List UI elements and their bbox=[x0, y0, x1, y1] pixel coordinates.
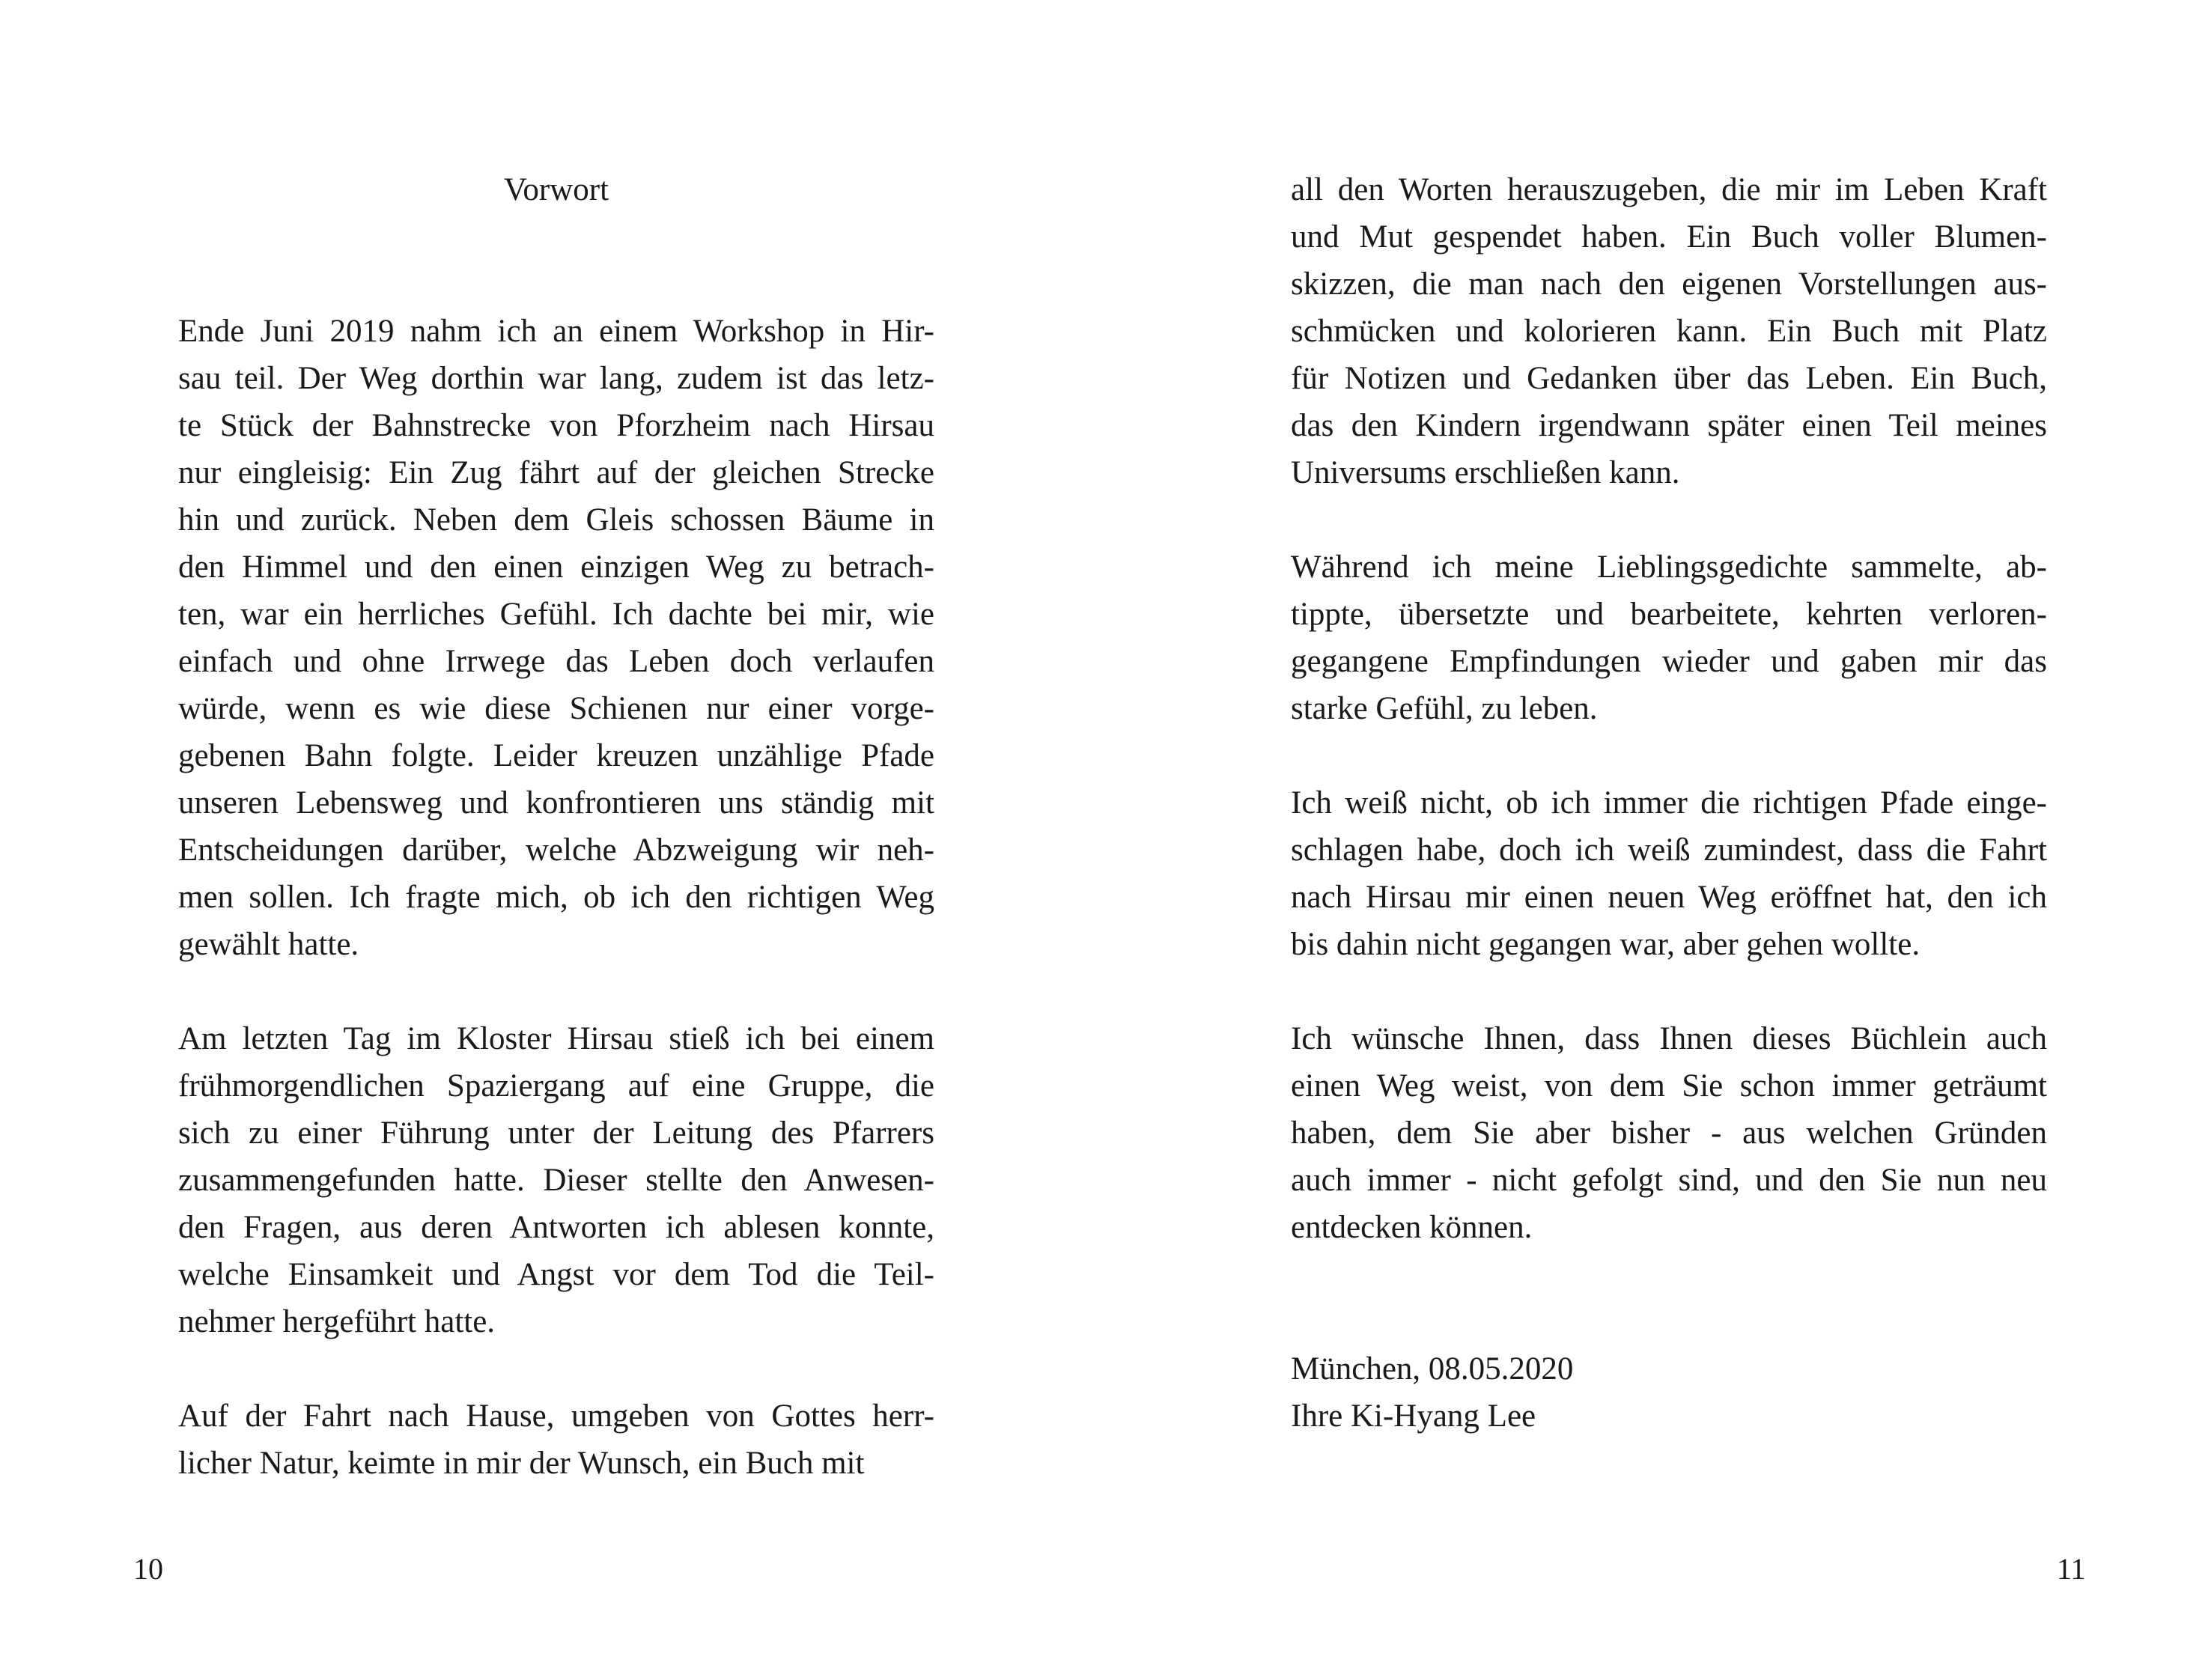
text-line: nach Hirsau mir einen neuen Weg eröffnet hat, den ich bbox=[1291, 880, 2047, 915]
text-line: haben, dem Sie aber bisher - aus welchen Gründen bbox=[1291, 1116, 2047, 1151]
paragraph bbox=[1291, 544, 2047, 732]
text-line: zusammengefunden hatte. Dieser stellte den Anwesen- bbox=[178, 1163, 934, 1198]
paragraph bbox=[178, 1015, 934, 1345]
text-line: Auf der Fahrt nach Hause, umgeben von Gottes herr- bbox=[178, 1399, 934, 1434]
text-line: tippte, übersetzte und bearbeitete, kehrten verloren- bbox=[1291, 597, 2047, 632]
text-line: auch immer - nicht gefolgt sind, und den Sie nun neu bbox=[1291, 1163, 2047, 1198]
signature-block bbox=[1291, 1345, 2047, 1440]
paragraph bbox=[1291, 166, 2047, 496]
signature-place-date: München, 08.05.2020 bbox=[1291, 1351, 1574, 1387]
text-line: für Notizen und Gedanken über das Leben. Ein Buch, bbox=[1291, 361, 2047, 396]
text-line: einen Weg weist, von dem Sie schon immer geträumt bbox=[1291, 1068, 2047, 1104]
page-title: Vorwort bbox=[503, 172, 609, 207]
paragraph bbox=[178, 1393, 934, 1487]
text-line: Universums erschließen kann. bbox=[1291, 455, 1680, 490]
text-line: bis dahin nicht gegangen war, aber gehen wollte. bbox=[1291, 927, 1920, 962]
text-line: den Himmel und den einen einzigen Weg zu betrach- bbox=[178, 550, 934, 585]
text-line: das den Kindern irgendwann später einen Teil meines bbox=[1291, 408, 2047, 443]
text-line: ten, war ein herrliches Gefühl. Ich dachte bei mir, wie bbox=[178, 597, 934, 632]
left-page bbox=[0, 0, 1105, 1680]
text-line: frühmorgendlichen Spaziergang auf eine Gruppe, die bbox=[178, 1068, 934, 1104]
text-line: einfach und ohne Irrwege das Leben doch verlaufen bbox=[178, 644, 934, 679]
text-line: Während ich meine Lieblingsgedichte sammelte, ab- bbox=[1291, 550, 2047, 585]
page-number-left: 10 bbox=[133, 1552, 163, 1586]
text-line: nur eingleisig: Ein Zug fährt auf der gleichen Strecke bbox=[178, 455, 934, 490]
left-page-body bbox=[178, 308, 934, 1487]
text-line: all den Worten herauszugeben, die mir im Leben Kraft bbox=[1291, 172, 2047, 207]
text-line: Ich wünsche Ihnen, dass Ihnen dieses Büchlein auch bbox=[1291, 1021, 2047, 1056]
right-page-body bbox=[1291, 166, 2047, 1251]
text-line: Ich weiß nicht, ob ich immer die richtigen Pfade einge- bbox=[1291, 785, 2047, 821]
text-line: entdecken können. bbox=[1291, 1210, 1533, 1245]
text-line: würde, wenn es wie diese Schienen nur einer vorge- bbox=[178, 691, 934, 726]
text-line: nehmer hergeführt hatte. bbox=[178, 1304, 496, 1339]
text-line: schmücken und kolorieren kann. Ein Buch mit Platz bbox=[1291, 314, 2047, 349]
page-number-right: 11 bbox=[2057, 1552, 2086, 1586]
text-line: hin und zurück. Neben dem Gleis schossen Bäume in bbox=[178, 502, 934, 538]
text-line: Entscheidungen darüber, welche Abzweigung wir neh- bbox=[178, 833, 934, 868]
text-line: und Mut gespendet haben. Ein Buch voller Blumen- bbox=[1291, 219, 2047, 255]
text-line: schlagen habe, doch ich weiß zumindest, dass die Fahrt bbox=[1291, 833, 2047, 868]
left-page-text-column bbox=[178, 166, 934, 1534]
text-line: licher Natur, keimte in mir der Wunsch, ein Buch mit bbox=[178, 1446, 865, 1481]
paragraph bbox=[1291, 779, 2047, 968]
text-line: starke Gefühl, zu leben. bbox=[1291, 691, 1598, 726]
right-page-text-column bbox=[1291, 166, 2047, 1440]
text-line: sich zu einer Führung unter der Leitung des Pfarrers bbox=[178, 1116, 934, 1151]
text-line: men sollen. Ich fragte mich, ob ich den richtigen Weg bbox=[178, 880, 934, 915]
text-line: den Fragen, aus deren Antworten ich ablesen konnte, bbox=[178, 1210, 934, 1245]
paragraph bbox=[178, 308, 934, 968]
paragraph bbox=[1291, 1015, 2047, 1251]
text-line: gewählt hatte. bbox=[178, 927, 359, 962]
text-line: sau teil. Der Weg dorthin war lang, zudem ist das letz- bbox=[178, 361, 934, 396]
text-line: welche Einsamkeit und Angst vor dem Tod die Teil- bbox=[178, 1257, 934, 1292]
text-line: gegangene Empfindungen wieder und gaben mir das bbox=[1291, 644, 2047, 679]
text-line: Am letzten Tag im Kloster Hirsau stieß ich bei einem bbox=[178, 1021, 934, 1056]
text-line: Ende Juni 2019 nahm ich an einem Workshop in Hir- bbox=[178, 314, 934, 349]
text-line: unseren Lebensweg und konfrontieren uns ständig mit bbox=[178, 785, 934, 821]
text-line: skizzen, die man nach den eigenen Vorstellungen aus- bbox=[1291, 267, 2047, 302]
text-line: gebenen Bahn folgte. Leider kreuzen unzählige Pfade bbox=[178, 738, 934, 773]
text-line: te Stück der Bahnstrecke von Pforzheim nach Hirsau bbox=[178, 408, 934, 443]
right-page bbox=[1106, 0, 2211, 1680]
signature-name: Ihre Ki-Hyang Lee bbox=[1291, 1399, 1536, 1434]
